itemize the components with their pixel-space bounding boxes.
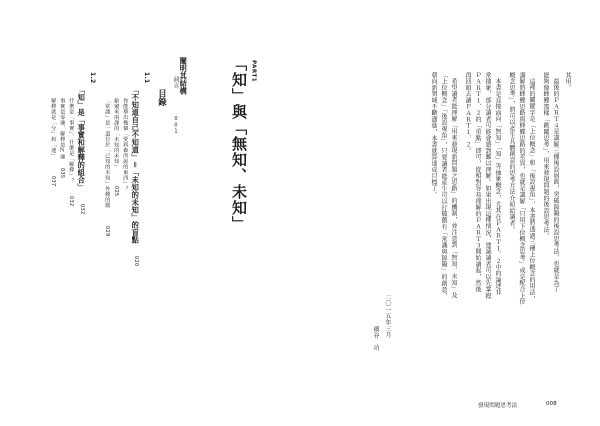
toc-item-1-2-b: 事實是零廉、解釋是N廉 [59, 98, 66, 160]
toc-item-1-1-c: 「常識」是一道位於「已知的未知」外側的牆 [104, 98, 111, 208]
part-subtitle: 闡明其結構 [179, 57, 189, 95]
toc-item-1-2-c: 解釋就是「分」和「連」 [50, 98, 57, 159]
section-number-1-1: 1.1 [143, 72, 150, 84]
preface-paragraph: 再回頭去讀ＰＡＲＴ１、２。 [464, 72, 471, 154]
preface-paragraph: ＰＡＲＴ１、２的「重點」即可，從相對容易理解的ＰＡＲＴ３開始讀起，然後 [474, 72, 481, 293]
section-page-1-1: 020 [133, 256, 139, 267]
left-page-toc [6, 6, 296, 420]
section-page-1-2: 032 [79, 204, 85, 215]
part-label: PART1 [250, 60, 257, 83]
section-title-1-1: 「不知道自己不知道」＝「未知的未知」的盲點 [131, 86, 141, 244]
toc-item-1-2-c-page: 037 [50, 176, 56, 187]
preface-paragraph: 朝向新領域不斷邁進，本書就算達成目標了。 [430, 72, 437, 198]
toc-item-1-1-a: 你能舉出幾個「愛莉森所說的東西」？ [122, 98, 129, 192]
toc-heading: 目錄 [157, 89, 168, 107]
preface-paragraph: 最後的ＰＡＲＴ４是講解三種後設層級，突破障礙的後設思考法，也就是為了 [552, 78, 559, 293]
toc-item-1-2-a-page: 032 [68, 196, 74, 207]
preface-paragraph: 希望讀者能理解「用來發現新問題之思路」的機制，並注意到「無知、未知」及 [450, 78, 457, 299]
toc-item-1-2-a: 什麼是「事實」、什麼是「解釋」？ [68, 98, 75, 184]
toc-item-1-2-b-page: 035 [59, 168, 65, 179]
right-page-preface [300, 6, 594, 420]
section-number-1-2: 1.2 [89, 72, 96, 84]
toc-item-1-1-b: 偷窺來兩課的「未知的未知」 [113, 98, 120, 170]
preface-paragraph: 常抽象，部分讀者可能會感到難以理解。如果出現這種情況，建議讀者可以先掌握 [484, 72, 491, 299]
running-head: 發現問題思考法 [478, 403, 518, 409]
preface-author: 細谷 功 [372, 326, 379, 352]
preface-paragraph: 本書是直接面向「無知」「知」等抽象概念，尤其在ＰＡＲＴ１、２中的論述非 [494, 78, 501, 296]
toc-item-1-1-b-page: 025 [113, 186, 119, 197]
preface-paragraph: 能夠像蜂鰈那樣「跳躍思考」，用來發現問題的後設思考法。 [542, 72, 549, 240]
preface-paragraph: 「上位概念」「後設視角」，只要讀者能產生可以打破舊有「常識與障礙」的創意， [440, 72, 447, 300]
part-title: 「知」與「無知、未知」 [230, 56, 248, 232]
section-title-1-2: 「知」是「事實和解釋的組合」 [77, 86, 87, 191]
preface-paragraph: 概念思考」，將可以產生具體創意的思考方法介紹給讀者。 [508, 72, 515, 233]
preface-date: 二〇一五年三月 [384, 294, 391, 339]
preface-paragraph: 講解將蜂鰈思路與蜂鰈思路的差異，也就是講解「只用下位概念思考」或是配合上位 [518, 72, 525, 306]
toc-item-1-1-c-page: 029 [104, 226, 110, 237]
preface-label: 前言 [172, 76, 179, 89]
page-number: 008 [546, 401, 557, 407]
preface-page: 001 [173, 116, 179, 135]
preface-paragraph: 這裡的關鍵字是「上位概念」和「後設視角」，本書將透過三種上位概念的用法， [528, 78, 535, 302]
preface-paragraph: 其用。 [564, 72, 571, 91]
